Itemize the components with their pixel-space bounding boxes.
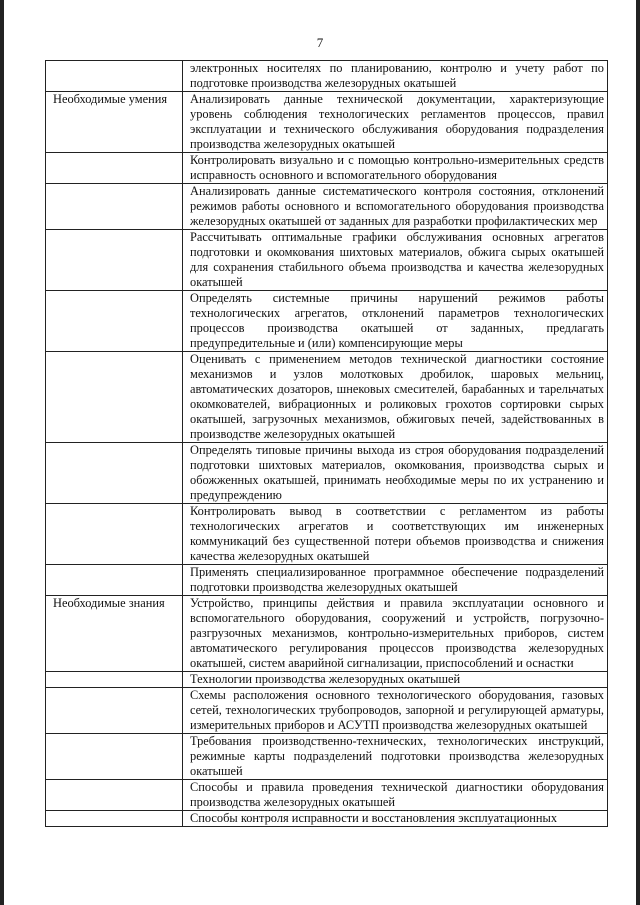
row-label — [46, 504, 183, 565]
row-text: Оценивать с применением методов технической диагностики состояние механизмов и узлов молотковых дробилок, шаровых мельниц, автоматических дозаторов, шнековых смесителей, барабанных и тарельчатых окомкователей, вибрационных и роликовых грохотов сортировки сырых окатышей, загрузочных механизмов, обжиговых печей, задействованных в производстве железорудных окатышей — [183, 352, 608, 443]
row-text: Анализировать данные технической документации, характеризующие уровень соблюдения технологических регламентов процессов, правил эксплуатации и технического обслуживания оборудования подразделения производства железорудных окатышей — [183, 92, 608, 153]
row-text: Контролировать вывод в соответствии с регламентом из работы технологических агрегатов и соответствующих им инженерных коммуникаций без существенной потери объемов производства и снижения качества железорудных окатышей — [183, 504, 608, 565]
table-row — [46, 688, 608, 734]
table-row — [46, 672, 608, 688]
table-row — [46, 811, 608, 827]
row-label — [46, 184, 183, 230]
table-row — [46, 443, 608, 504]
row-label — [46, 443, 183, 504]
row-text: Контролировать визуально и с помощью контрольно-измерительных средств исправность основного и вспомогательного оборудования — [183, 153, 608, 184]
row-label — [46, 61, 183, 92]
requirements-table — [45, 60, 608, 827]
row-label — [46, 230, 183, 291]
row-label — [46, 565, 183, 596]
row-text: Способы и правила проведения технической диагностики оборудования производства железорудных окатышей — [183, 780, 608, 811]
row-text: Требования производственно-технических, технологических инструкций, режимные карты подразделений подготовки производства железорудных окатышей — [183, 734, 608, 780]
row-label — [46, 153, 183, 184]
row-text: Анализировать данные систематического контроля состояния, отклонений режимов работы основного и вспомогательного оборудования производства железорудных окатышей от заданных для разработки профилактических мер — [183, 184, 608, 230]
table-row — [46, 61, 608, 92]
row-label — [46, 688, 183, 734]
table-row — [46, 565, 608, 596]
table-row — [46, 734, 608, 780]
page-number: 7 — [316, 35, 324, 50]
row-text: Способы контроля исправности и восстановления эксплуатационных — [183, 811, 608, 827]
table-row — [46, 184, 608, 230]
row-text: Устройство, принципы действия и правила эксплуатации основного и вспомогательного оборудования, сооружений и устройств, погрузочно-разгрузочных механизмов, контрольно-измерительных приборов, систем автоматического регулирования процессов производства железорудных окатышей, систем аварийной сигнализации, приспособлений и оснастки — [183, 596, 608, 672]
row-label — [46, 780, 183, 811]
row-text: Применять специализированное программное обеспечение подразделений подготовки производства железорудных окатышей — [183, 565, 608, 596]
table-row — [46, 352, 608, 443]
row-text: Определять типовые причины выхода из строя оборудования подразделений подготовки шихтовых материалов, окомкования, производства сырых и обожженных окатышей, принимать необходимые меры по их устранению и предупреждению — [183, 443, 608, 504]
row-label: Необходимые знания — [46, 596, 183, 672]
row-text: Технологии производства железорудных окатышей — [183, 672, 608, 688]
row-label — [46, 291, 183, 352]
row-label — [46, 811, 183, 827]
row-label: Необходимые умения — [46, 92, 183, 153]
row-label — [46, 352, 183, 443]
table-row — [46, 92, 608, 153]
table-row — [46, 504, 608, 565]
table-row — [46, 780, 608, 811]
table-row — [46, 153, 608, 184]
row-text: Схемы расположения основного технологического оборудования, газовых сетей, технологических трубопроводов, запорной и регулирующей арматуры, измерительных приборов и АСУТП производства железорудных окатышей — [183, 688, 608, 734]
table-row — [46, 596, 608, 672]
table-row — [46, 291, 608, 352]
page-edge-left — [0, 0, 4, 905]
row-text: Рассчитывать оптимальные графики обслуживания основных агрегатов подготовки и окомкования шихтовых материалов, обжига сырых окатышей для сохранения стабильного объема производства и качества железорудных окатышей — [183, 230, 608, 291]
row-text: электронных носителях по планированию, контролю и учету работ по подготовке производства железорудных окатышей — [183, 61, 608, 92]
page-edge-right — [636, 0, 640, 905]
row-text: Определять системные причины нарушений режимов работы технологических агрегатов, отклонений параметров технологических процессов производства окатышей от заданных, предлагать предупредительные и (или) компенсирующие меры — [183, 291, 608, 352]
row-label — [46, 672, 183, 688]
table-row — [46, 230, 608, 291]
row-label — [46, 734, 183, 780]
